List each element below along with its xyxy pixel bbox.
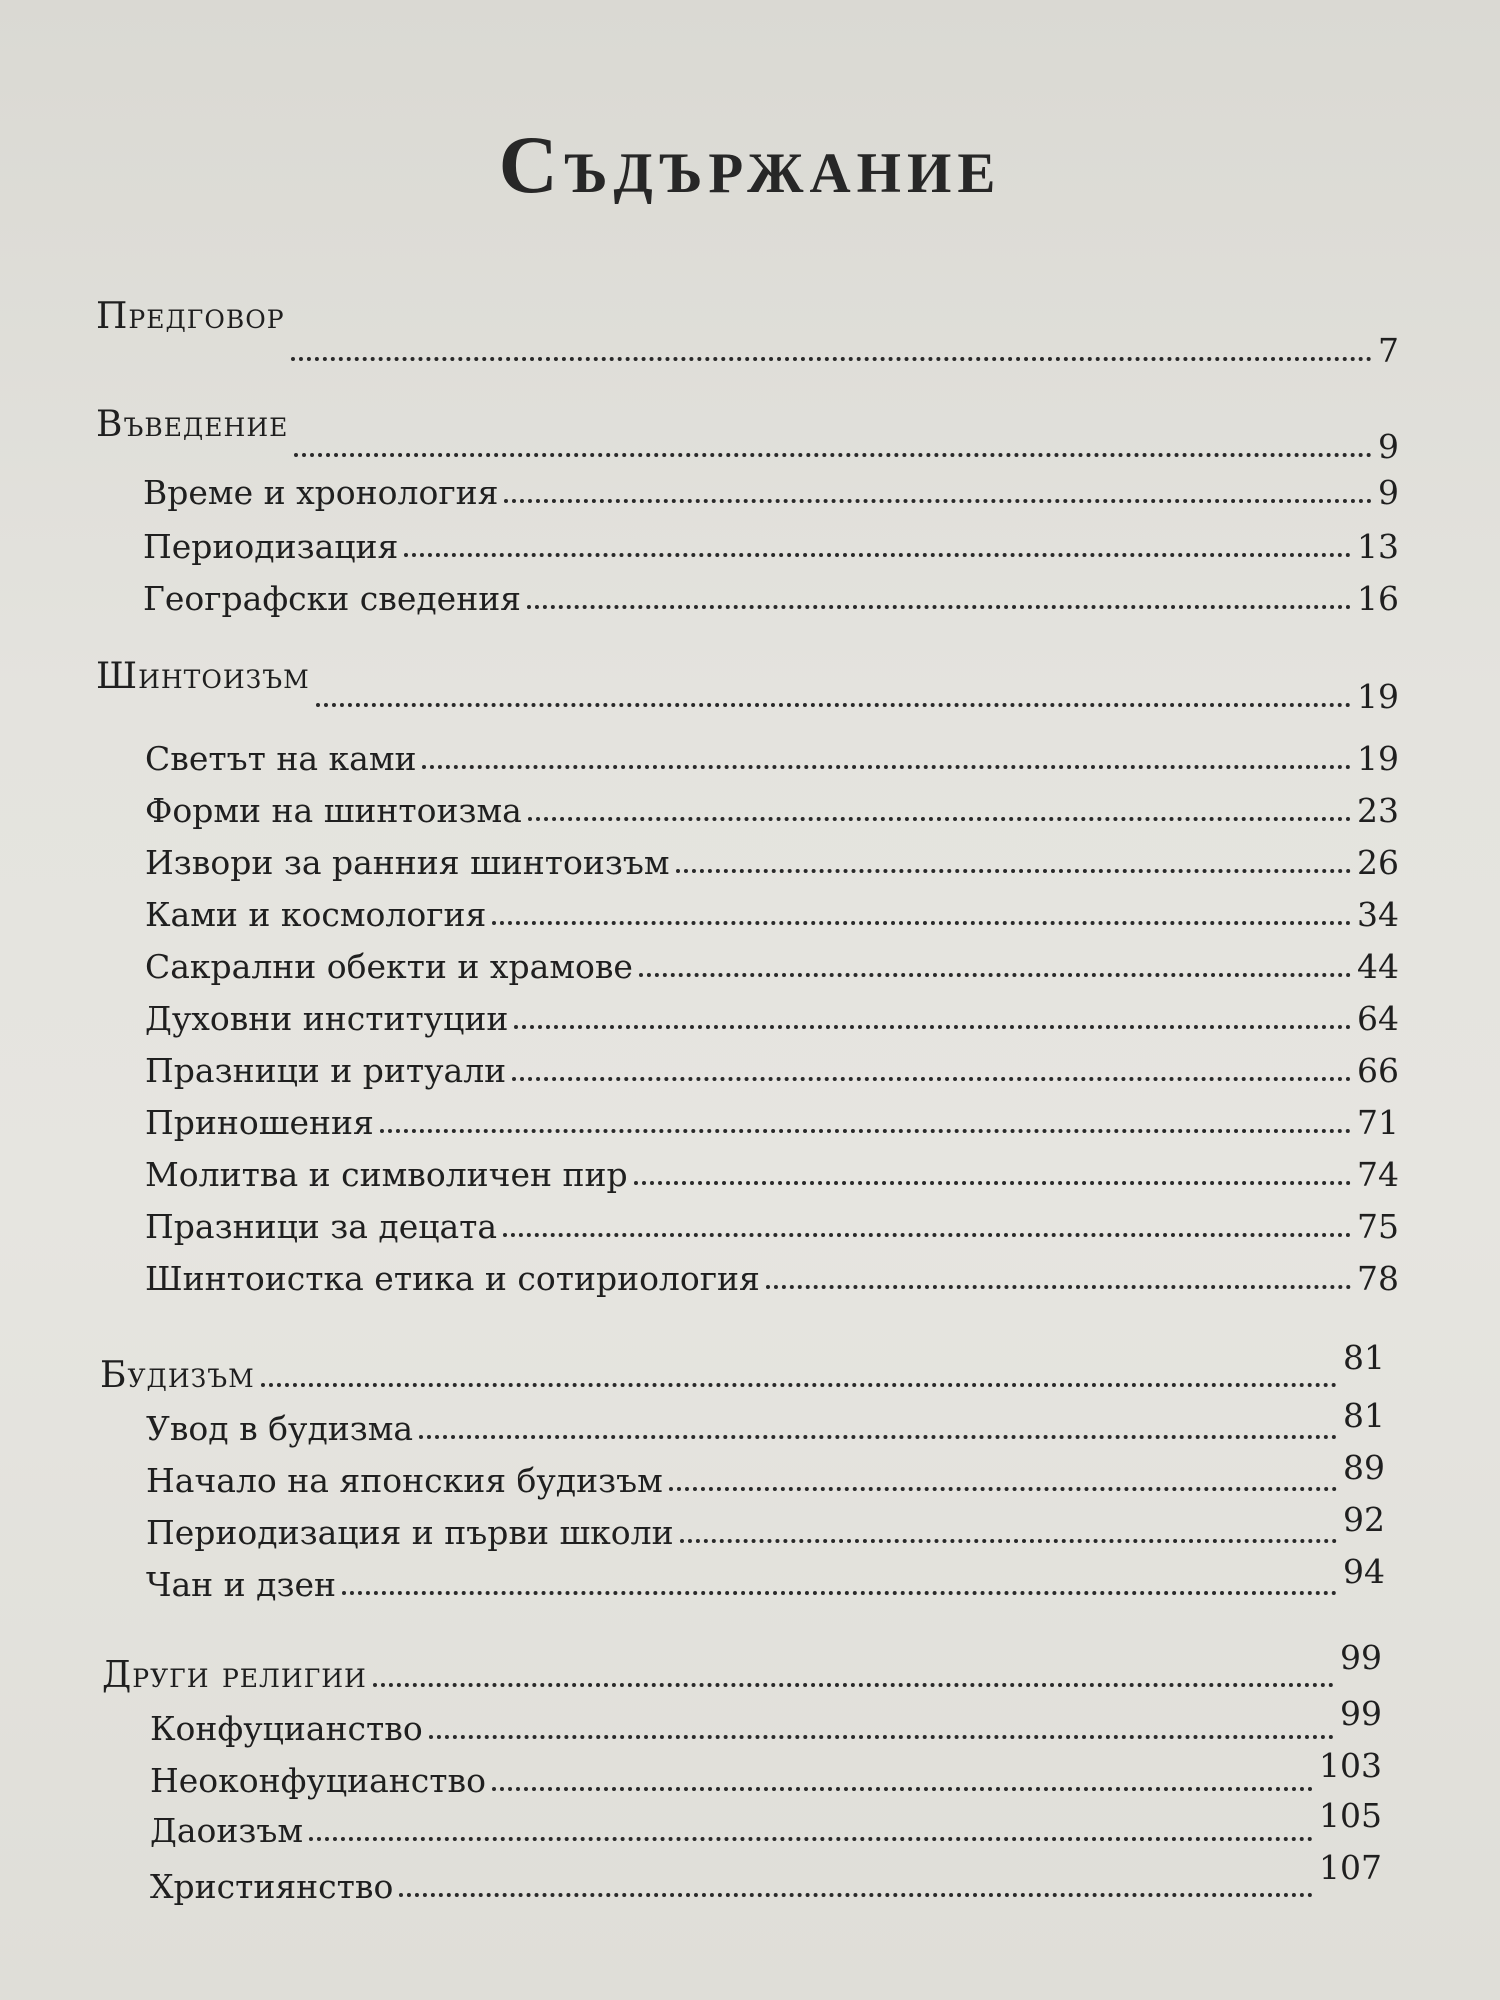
dot-leader xyxy=(399,1892,1313,1897)
toc-item-label: Сакрални обекти и храмове xyxy=(145,947,633,986)
toc-page-number: 19 xyxy=(1357,739,1399,778)
toc-item-label: Периодизация xyxy=(143,527,399,566)
toc-page-number: 81 xyxy=(1343,1396,1385,1435)
dot-leader xyxy=(294,452,1372,457)
dot-leader xyxy=(291,356,1372,361)
dot-leader xyxy=(528,816,1351,821)
toc-item-label: Увод в будизма xyxy=(146,1409,414,1448)
toc-item xyxy=(145,882,1399,934)
dot-leader xyxy=(634,1180,1351,1185)
toc-item-label: Начало на японския будизъм xyxy=(146,1461,663,1500)
toc-section-label: Предговор xyxy=(96,296,285,337)
toc-page-number: 103 xyxy=(1319,1746,1382,1785)
dot-leader xyxy=(492,1786,1313,1791)
dot-leader xyxy=(676,868,1351,873)
toc-page-number: 19 xyxy=(1357,677,1399,716)
toc-item xyxy=(146,1500,1385,1552)
toc-item xyxy=(143,460,1399,512)
toc-section-introduction xyxy=(96,404,1399,466)
toc-page-number: 7 xyxy=(1378,331,1399,370)
toc-item xyxy=(145,1090,1399,1142)
dot-leader xyxy=(422,764,1351,769)
toc-page-number: 89 xyxy=(1343,1448,1385,1487)
toc-page-number: 92 xyxy=(1343,1500,1385,1539)
toc-page-number: 105 xyxy=(1319,1796,1382,1835)
toc-page-number: 94 xyxy=(1343,1552,1385,1591)
toc-item-label: Конфуцианство xyxy=(150,1709,423,1748)
toc-item-label: Време и хронология xyxy=(143,473,499,512)
toc-item xyxy=(145,986,1399,1038)
dot-leader xyxy=(766,1284,1351,1289)
page-title: Съдържание xyxy=(498,119,1002,210)
toc-page-number: 81 xyxy=(1343,1338,1385,1377)
toc-page-number: 107 xyxy=(1319,1848,1382,1887)
toc-item-label: Периодизация и първи школи xyxy=(146,1513,674,1552)
toc-item-label: Светът на ками xyxy=(145,739,417,778)
toc-section-label: Будизъм xyxy=(100,1355,255,1396)
toc-item xyxy=(146,1448,1385,1500)
toc-page-number: 34 xyxy=(1357,895,1399,934)
toc-item xyxy=(146,1396,1385,1448)
toc-item xyxy=(150,1694,1382,1748)
toc-page-number: 26 xyxy=(1357,843,1399,882)
toc-item xyxy=(150,1746,1382,1800)
toc-item xyxy=(145,1246,1399,1298)
dot-leader xyxy=(503,1232,1351,1237)
toc-item-label: Празници и ритуали xyxy=(145,1051,507,1090)
toc-item-label: Форми на шинтоизма xyxy=(145,791,522,830)
toc-page-number: 66 xyxy=(1357,1051,1399,1090)
dot-leader xyxy=(669,1486,1337,1491)
dot-leader xyxy=(680,1538,1337,1543)
toc-item-label: Географски сведения xyxy=(143,579,522,618)
toc-section-buddhism xyxy=(100,1338,1385,1396)
toc-page-number: 23 xyxy=(1357,791,1399,830)
toc-item-label: Ками и космология xyxy=(145,895,487,934)
toc-page-number: 13 xyxy=(1357,527,1399,566)
dot-leader xyxy=(492,920,1351,925)
toc-section-label: Шинтоизъм xyxy=(96,656,310,697)
dot-leader xyxy=(419,1434,1337,1439)
toc-item-label: Празници за децата xyxy=(145,1207,498,1246)
dot-leader xyxy=(380,1128,1351,1133)
toc-item xyxy=(145,726,1399,778)
dot-leader xyxy=(639,972,1351,977)
toc-section-label: Въведение xyxy=(96,404,289,445)
toc-item xyxy=(143,514,1399,566)
toc-item xyxy=(145,830,1399,882)
dot-leader xyxy=(429,1734,1334,1739)
toc-item xyxy=(145,1038,1399,1090)
dot-leader xyxy=(316,702,1351,707)
toc-item xyxy=(145,1142,1399,1194)
toc-item-label: Духовни институции xyxy=(145,999,509,1038)
toc-item-label: Неоконфуцианство xyxy=(150,1761,486,1800)
toc-section-label: Други религии xyxy=(102,1655,367,1696)
toc-page-number: 16 xyxy=(1357,579,1399,618)
dot-leader xyxy=(512,1076,1351,1081)
toc-page-number: 75 xyxy=(1357,1207,1399,1246)
toc-page-number: 74 xyxy=(1357,1155,1399,1194)
toc-page-number: 64 xyxy=(1357,999,1399,1038)
toc-item xyxy=(150,1796,1382,1850)
dot-leader xyxy=(261,1382,1337,1387)
dot-leader xyxy=(373,1682,1334,1687)
toc-item xyxy=(143,566,1399,618)
toc-page-number: 71 xyxy=(1357,1103,1399,1142)
toc-item-label: Молитва и символичен пир xyxy=(145,1155,628,1194)
toc-page-number: 99 xyxy=(1340,1694,1382,1733)
toc-item-label: Извори за ранния шинтоизъм xyxy=(145,843,670,882)
toc-page-number: 9 xyxy=(1378,427,1399,466)
toc-section-other-religions xyxy=(102,1638,1382,1696)
dot-leader xyxy=(527,604,1351,609)
toc-section-preface xyxy=(96,296,1399,370)
dot-leader xyxy=(504,498,1372,503)
toc-item-label: Чан и дзен xyxy=(146,1565,336,1604)
dot-leader xyxy=(404,552,1351,557)
toc-page-number: 44 xyxy=(1357,947,1399,986)
toc-item-label: Даоизъм xyxy=(150,1811,304,1850)
toc-section-shintoism xyxy=(96,656,1399,716)
toc-item xyxy=(145,934,1399,986)
toc-item xyxy=(145,1194,1399,1246)
toc-item xyxy=(150,1848,1382,1906)
dot-leader xyxy=(342,1590,1337,1595)
toc-item-label: Приношения xyxy=(145,1103,374,1142)
toc-item-label: Християнство xyxy=(150,1867,394,1906)
toc-page-number: 78 xyxy=(1357,1259,1399,1298)
toc-item xyxy=(146,1552,1385,1604)
dot-leader xyxy=(309,1836,1313,1841)
toc-page-number: 99 xyxy=(1340,1638,1382,1677)
toc-item-label: Шинтоистка етика и сотириология xyxy=(145,1259,760,1298)
toc-item xyxy=(145,778,1399,830)
toc-page-number: 9 xyxy=(1378,473,1399,512)
dot-leader xyxy=(514,1024,1351,1029)
